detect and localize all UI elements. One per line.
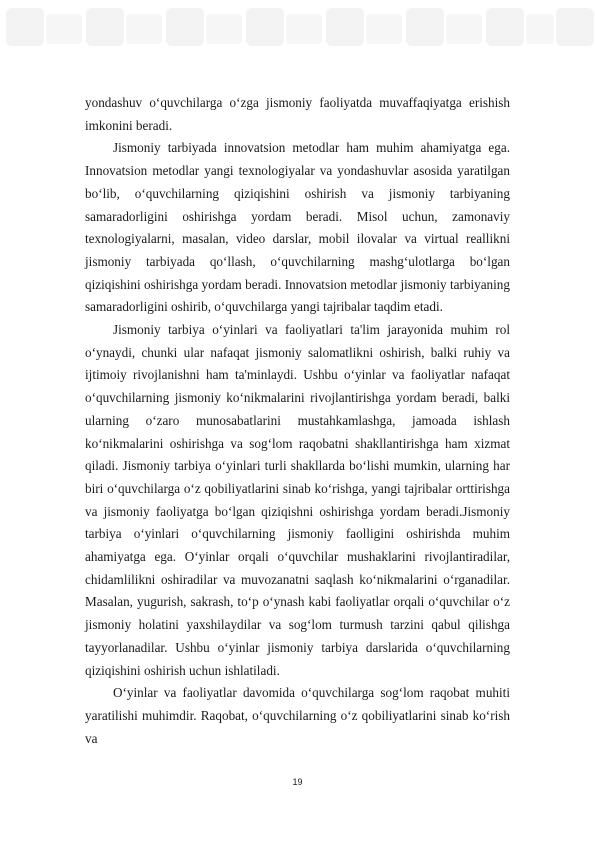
page-number: 19 bbox=[292, 777, 303, 787]
paragraph-competition: O‘yinlar va faoliyatlar davomida o‘quvchilarga sog‘lom raqobat muhiti yaratilishi muhimdir. Raqobat, o‘quvchilarning o‘z qobiliyatlarini sinab ko‘rish va bbox=[85, 685, 510, 746]
document-body bbox=[85, 92, 510, 750]
paragraph-continuation: yondashuv o‘quvchilarga o‘zga jismoniy faoliyatda muvaffaqiyatga erishish imkonini beradi. bbox=[85, 95, 510, 133]
paragraph-physical-games: Jismoniy tarbiya o‘yinlari va faoliyatlari ta'lim jarayonida muhim rol o‘ynaydi, chunki ular nafaqat jismoniy salomatlikni oshirish, balki ruhiy va ijtimoiy rivojlanishni ham ta'minlaydi. Ushbu o‘yinlar va faoliyatlar nafaqat o‘quvchilarning jismoniy ko‘nikmalarini rivojlantirishga yordam beradi, balki ularning o‘zaro munosabatlarini mustahkamlashga, jamoada ishlash ko‘nikmalarini oshirishga va sog‘lom raqobatni shakllantirishga ham xizmat qiladi. Jismoniy tarbiya o‘yinlari turli shakllarda bo‘lishi mumkin, ularning har biri o‘quvchilarga o‘z qobiliyatlarini sinab ko‘rishga, yangi tajribalar orttirishga va jismoniy faoliyatga bo‘lgan qiziqishni oshirishga yordam beradi.Jismoniy tarbiya o‘yinlari o‘quvchilarning jismoniy faolligini oshirishda muhim ahamiyatga ega. O‘yinlar orqali o‘quvchilar mushaklarini rivojlantiradilar, chidamlilikni oshiradilar va muvozanatni saqlash ko‘nikmalarini o‘rganadilar. Masalan, yugurish, sakrash, to‘p o‘ynash kabi faoliyatlar orqali o‘quvchilar o‘z jismoniy holatini yaxshilaydilar va sog‘lom turmush tarzini qabul qilishga tayyorlanadilar. Ushbu o‘yinlar jismoniy tarbiya darslarida o‘quvchilarning qiziqishini oshirish uchun ishlatiladi. bbox=[85, 322, 510, 678]
paragraph-innovative-methods: Jismoniy tarbiyada innovatsion metodlar ham muhim ahamiyatga ega. Innovatsion metodlar yangi texnologiyalar va yondashuvlar asosida yaratilgan bo‘lib, o‘quvchilarning qiziqishini oshirish va jismoniy tarbiyaning samaradorligini oshirishga yordam beradi. Misol uchun, zamonaviy texnologiyalarni, masalan, video darslar, mobil ilovalar va virtual reallikni jismoniy tarbiyada qo‘llash, o‘quvchilarning mashg‘ulotlarga bo‘lgan qiziqishini oshirishga yordam beradi. Innovatsion metodlar jismoniy tarbiyaning samaradorligini oshirib, o‘quvchilarga yangi tajribalar taqdim etadi. bbox=[85, 140, 510, 315]
faint-watermark-pattern bbox=[0, 0, 595, 60]
